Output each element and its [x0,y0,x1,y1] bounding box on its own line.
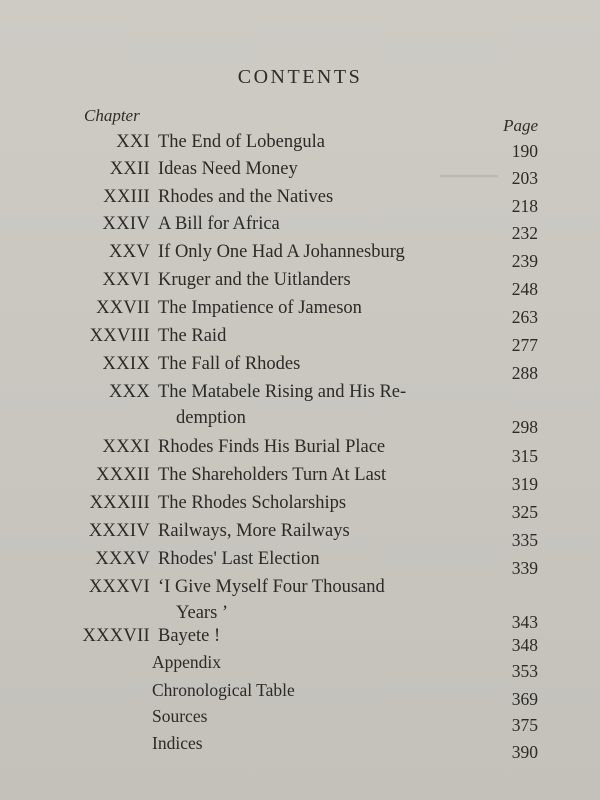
toc-entry [0,298,600,327]
chapter-number: XXXIII [89,493,150,513]
toc-entry [0,733,600,762]
toc-entry [0,577,600,632]
toc-entry [0,187,600,216]
page-number: 335 [511,530,538,550]
chapter-number: XXIII [103,187,150,207]
chapter-title: The Fall of Rhodes [158,354,301,374]
page-number: 369 [511,689,538,709]
chapter-title: A Bill for Africa [158,214,280,234]
chapter-title: Indices [152,733,203,753]
page-number: 190 [511,141,538,161]
toc-entry [0,242,600,271]
page-number: 339 [511,558,538,578]
chapter-number: XXXIV [88,521,150,541]
page-number: 248 [511,279,538,299]
page-number: 353 [511,661,538,681]
chapter-number: XXXII [96,465,150,485]
chapter-number: XXII [109,159,150,179]
show-through-marks: ▔▔▔▔▔ [440,177,498,193]
toc-entry [0,354,600,383]
page-number: 348 [511,635,538,655]
chapter-title: Sources [152,706,208,726]
toc-entry [0,680,600,709]
chapter-number: XXXI [102,437,150,457]
toc-entry [0,270,600,299]
chapter-number: XXV [109,242,150,262]
chapter-number: XXIX [102,354,150,374]
toc-entry [0,382,600,437]
page-number: 239 [511,251,538,271]
toc-entry [0,549,600,578]
chapter-title: The Rhodes Scholarships [158,493,347,513]
page-number: 375 [511,715,538,735]
chapter-title: Chronological Table [152,680,295,700]
chapter-number: XXVI [102,270,150,290]
chapter-number: XXI [116,132,150,152]
toc-entry [0,437,600,466]
toc-entry [0,493,600,522]
page-number: 277 [511,335,538,355]
toc-entry [0,626,600,655]
page-number: 288 [511,363,538,383]
chapter-title: ‘I Give Myself Four Thousand [158,577,385,597]
chapter-title: Bayete ! [158,626,221,646]
chapter-title: The Shareholders Turn At Last [158,465,387,485]
page-number: 319 [511,474,538,494]
page-number: 298 [511,417,538,437]
chapter-number: XXXVII [82,626,150,646]
contents-heading: CONTENTS [237,66,363,88]
page-column-header: Page [503,116,538,135]
chapter-number: XXVIII [89,326,150,346]
page-number: 203 [511,168,538,188]
toc-entry [0,159,600,188]
page-number: 263 [511,307,538,327]
toc-entry [0,706,600,735]
chapter-title: The Matabele Rising and His Re- [158,382,407,402]
toc-entry [0,326,600,355]
chapter-title: If Only One Had A Johannesburg [158,242,405,262]
chapter-title-continuation: Years ’ [176,603,229,623]
chapter-column-header: Chapter [84,106,140,125]
chapter-number: XXXVI [88,577,150,597]
toc-entry [0,132,600,161]
chapter-title: The Raid [158,326,227,346]
chapter-title: The End of Lobengula [158,132,325,152]
chapter-title: Rhodes Finds His Burial Place [158,437,386,457]
chapter-number: XXXV [95,549,150,569]
page-number: 390 [511,742,538,762]
page-number: 232 [511,223,538,243]
page-number: 343 [511,612,538,632]
chapter-title: Rhodes and the Natives [158,187,334,207]
chapter-title: The Impatience of Jameson [158,298,362,318]
chapter-title: Kruger and the Uitlanders [158,270,351,290]
page-number: 218 [511,196,538,216]
chapter-title: Ideas Need Money [158,159,298,179]
page-number: 315 [511,446,538,466]
chapter-title: Railways, More Railways [158,521,350,541]
chapter-title: Appendix [152,652,222,672]
chapter-number: XXX [109,382,150,402]
toc-entry [0,465,600,494]
chapter-number: XXVII [96,298,150,318]
toc-entry [0,214,600,243]
chapter-number: XXIV [102,214,150,234]
toc-entry [0,521,600,550]
page-number: 325 [511,502,538,522]
chapter-title: Rhodes' Last Election [158,549,320,569]
toc-entry [0,652,600,681]
chapter-title-continuation: demption [176,408,246,428]
